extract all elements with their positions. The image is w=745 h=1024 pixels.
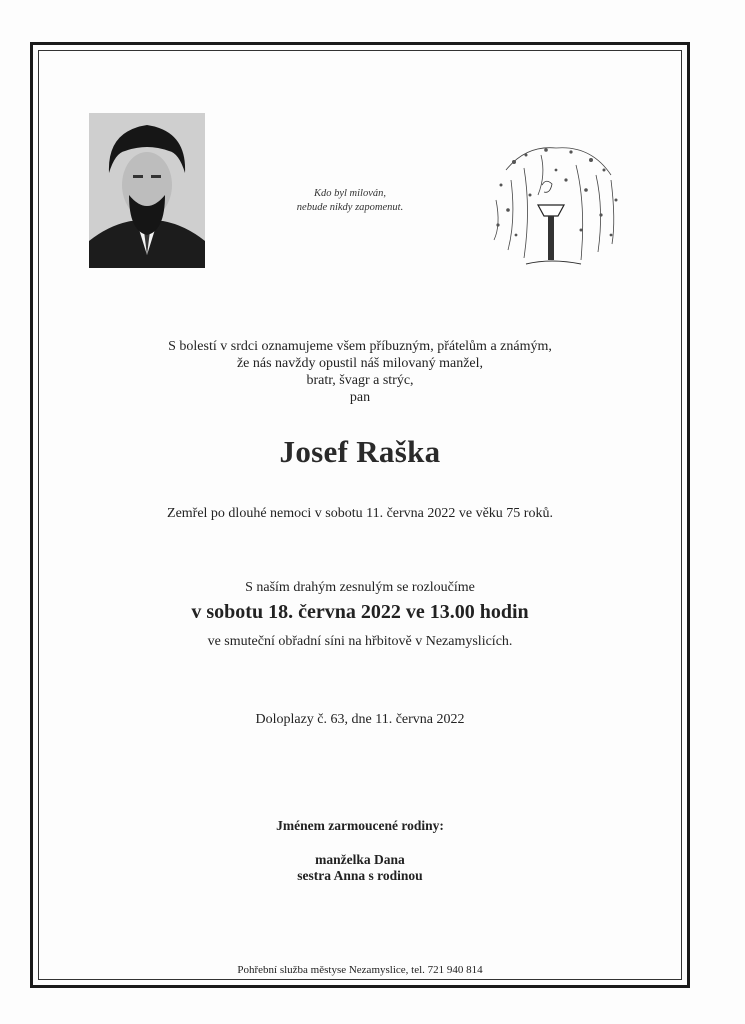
motto-line-1: Kdo byl milován,: [313, 188, 387, 199]
announcement-line-3: bratr, švagr a strýc,: [306, 373, 414, 388]
announcement-line-2: že nás navždy opustil náš milovaný manžel,: [236, 356, 484, 371]
announcement-text: [40, 338, 680, 406]
portrait-photo: [89, 113, 205, 268]
family-member: sestra Anna s rodinou: [297, 868, 423, 883]
family-member: manželka Dana: [315, 852, 405, 867]
farewell-place: ve smuteční obřadní síni na hřbitově v Nezamyslicích.: [207, 634, 513, 649]
death-notice: Zemřel po dlouhé nemoci v sobotu 11. června 2022 ve věku 75 roků.: [167, 506, 553, 521]
weeping-willow-illustration: [486, 140, 626, 275]
motto-line-2: nebude nikdy zapomenut.: [296, 202, 404, 213]
announcement-line-1: S bolestí v srdci oznamujeme všem příbuzným, přátelům a známým,: [168, 339, 552, 354]
funeral-service-footer: Pohřební služba městyse Nezamyslice, tel. 721 940 814: [237, 964, 483, 976]
place-and-date: Doloplazy č. 63, dne 11. června 2022: [255, 712, 465, 727]
farewell-date: v sobotu 18. června 2022 ve 13.00 hodin: [191, 601, 529, 623]
deceased-name: Josef Raška: [279, 434, 441, 469]
announcement-line-4: pan: [349, 390, 371, 405]
motto: [255, 187, 445, 215]
farewell-intro: S naším drahým zesnulým se rozloučíme: [245, 580, 475, 595]
family-label: Jménem zarmoucené rodiny:: [276, 818, 444, 833]
